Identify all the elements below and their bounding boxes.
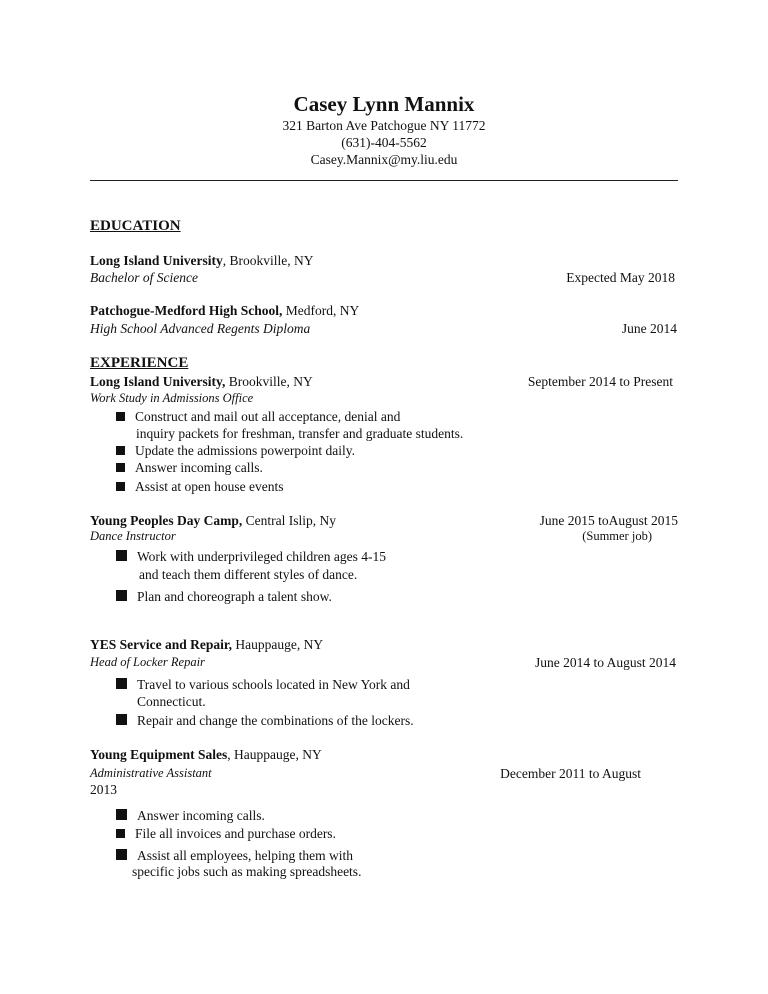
bullet-item: Update the admissions powerpoint daily.	[116, 443, 355, 459]
school-location: Medford, NY	[282, 303, 360, 318]
job-date: December 2011 to August	[500, 766, 641, 781]
job-org	[90, 513, 336, 529]
bullet-icon	[116, 412, 125, 421]
org-location: Hauppauge, NY	[232, 637, 324, 652]
bullet-item: Assist at open house events	[116, 479, 283, 495]
bullet-item: Travel to various schools located in New York and	[116, 677, 410, 693]
school-location: , Brookville, NY	[222, 253, 314, 268]
bullet-icon	[116, 849, 127, 860]
email-line: Casey.Mannix@my.liu.edu	[310, 152, 458, 167]
job-title: Head of Locker Repair	[90, 655, 205, 669]
bullet-item: Repair and change the combinations of the lockers.	[116, 713, 414, 729]
job-date-continuation: 2013	[90, 782, 117, 797]
bullet-item: Work with underprivileged children ages 4-15	[116, 549, 386, 565]
bullet-icon	[116, 809, 127, 820]
bullet-item: Answer incoming calls.	[116, 460, 263, 476]
bullet-continuation: Connecticut.	[137, 694, 206, 709]
job-org	[90, 374, 313, 390]
job-org	[90, 637, 323, 653]
bullet-icon	[116, 714, 127, 725]
bullet-icon	[116, 829, 125, 838]
bullet-continuation: specific jobs such as making spreadsheets.	[132, 864, 362, 879]
bullet-item: Answer incoming calls.	[116, 808, 265, 824]
bullet-item: File all invoices and purchase orders.	[116, 826, 336, 842]
org-name: Long Island University,	[90, 374, 226, 389]
job-org	[90, 747, 322, 763]
degree-date: June 2014	[621, 321, 677, 336]
experience-heading: EXPERIENCE	[90, 355, 189, 371]
job-date: September 2014 to Present	[527, 374, 673, 389]
education-heading: EDUCATION	[90, 218, 181, 234]
address-line: 321 Barton Ave Patchogue NY 11772	[282, 118, 486, 133]
bullet-icon	[116, 590, 127, 601]
bullet-item: Construct and mail out all acceptance, denial and	[116, 409, 400, 425]
bullet-item: Assist all employees, helping them with	[116, 848, 353, 864]
org-location: , Hauppauge, NY	[227, 747, 322, 762]
degree: Bachelor of Science	[90, 270, 198, 285]
org-location: Brookville, NY	[225, 374, 313, 389]
phone-line: (631)-404-5562	[341, 135, 427, 150]
degree: High School Advanced Regents Diploma	[90, 321, 311, 336]
job-title: Dance Instructor	[90, 529, 176, 543]
bullet-icon	[116, 446, 125, 455]
candidate-name: Casey Lynn Mannix	[293, 92, 475, 116]
school-name: Long Island University	[90, 253, 223, 268]
degree-date: Expected May 2018	[566, 270, 675, 285]
org-name: YES Service and Repair,	[90, 637, 233, 652]
job-note: (Summer job)	[582, 529, 652, 543]
bullet-item: Plan and choreograph a talent show.	[116, 589, 332, 605]
education-entry-school	[90, 253, 314, 269]
org-name: Young Peoples Day Camp,	[90, 513, 243, 528]
job-date: June 2014 to August 2014	[534, 655, 676, 670]
bullet-icon	[116, 678, 127, 689]
bullet-icon	[116, 463, 125, 472]
job-title: Work Study in Admissions Office	[90, 391, 254, 405]
bullet-continuation: and teach them different styles of dance.	[139, 567, 358, 582]
bullet-icon	[116, 482, 125, 491]
bullet-continuation: inquiry packets for freshman, transfer and graduate students.	[136, 426, 464, 441]
org-name: Young Equipment Sales	[90, 747, 228, 762]
school-name: Patchogue-Medford High School,	[90, 303, 283, 318]
job-date: June 2015 toAugust 2015	[539, 513, 678, 528]
job-title: Administrative Assistant	[90, 766, 212, 780]
education-entry-school	[90, 303, 359, 319]
org-location: Central Islip, Ny	[242, 513, 337, 528]
bullet-icon	[116, 550, 127, 561]
header-divider	[90, 180, 678, 181]
